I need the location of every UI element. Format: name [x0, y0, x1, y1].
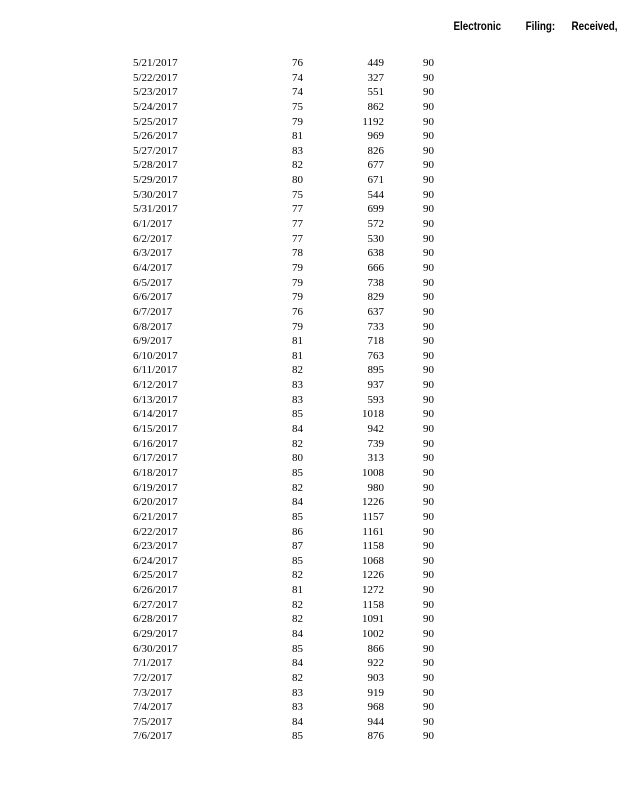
value-b-cell: 718: [367, 335, 384, 348]
table-row: [0, 627, 618, 642]
value-b-cell: 544: [367, 188, 384, 201]
value-a-cell: 79: [292, 291, 303, 304]
value-c-cell: 90: [423, 540, 434, 553]
value-b-cell: 733: [367, 320, 384, 333]
table-row: [0, 115, 618, 130]
table-row: [0, 71, 618, 86]
value-c-cell: 90: [423, 452, 434, 465]
value-a-cell: 74: [292, 86, 303, 99]
table-row: [0, 510, 618, 525]
value-b-cell: 876: [367, 730, 384, 743]
table-row: [0, 173, 618, 188]
value-b-cell: 866: [367, 642, 384, 655]
date-cell: 6/30/2017: [133, 642, 178, 655]
value-a-cell: 82: [292, 364, 303, 377]
value-a-cell: 77: [292, 218, 303, 231]
value-a-cell: 84: [292, 627, 303, 640]
value-b-cell: 1018: [362, 408, 384, 421]
table-row: [0, 334, 618, 349]
date-cell: 6/26/2017: [133, 584, 178, 597]
value-b-cell: 937: [367, 379, 384, 392]
value-b-cell: 739: [367, 437, 384, 450]
table-row: [0, 656, 618, 671]
value-b-cell: 1157: [362, 510, 384, 523]
value-a-cell: 76: [292, 57, 303, 69]
table-row: [0, 276, 618, 291]
value-c-cell: 90: [423, 57, 434, 69]
value-c-cell: 90: [423, 466, 434, 479]
date-cell: 6/22/2017: [133, 525, 178, 538]
table-row: [0, 407, 618, 422]
date-cell: 5/25/2017: [133, 115, 178, 128]
table-row: [0, 363, 618, 378]
value-c-cell: 90: [423, 730, 434, 743]
date-cell: 6/6/2017: [133, 291, 173, 304]
table-row: [0, 451, 618, 466]
value-c-cell: 90: [423, 642, 434, 655]
date-cell: 5/28/2017: [133, 159, 178, 172]
date-cell: 7/1/2017: [133, 657, 173, 670]
date-cell: 6/9/2017: [133, 335, 173, 348]
value-c-cell: 90: [423, 86, 434, 99]
table-row: [0, 56, 618, 71]
table-row: [0, 583, 618, 598]
header-filing: Filing:: [525, 19, 556, 33]
value-c-cell: 90: [423, 554, 434, 567]
date-cell: 6/21/2017: [133, 510, 178, 523]
date-cell: 6/15/2017: [133, 423, 178, 436]
date-cell: 6/1/2017: [133, 218, 173, 231]
table-row: [0, 671, 618, 686]
value-a-cell: 75: [292, 100, 303, 113]
value-b-cell: 572: [367, 218, 384, 231]
date-cell: 6/25/2017: [133, 569, 178, 582]
table-row: [0, 686, 618, 701]
value-c-cell: 90: [423, 100, 434, 113]
value-b-cell: 671: [367, 174, 384, 187]
value-c-cell: 90: [423, 188, 434, 201]
date-cell: 6/13/2017: [133, 393, 178, 406]
value-b-cell: 922: [367, 657, 384, 670]
value-a-cell: 83: [292, 379, 303, 392]
value-a-cell: 83: [292, 686, 303, 699]
value-c-cell: 90: [423, 715, 434, 728]
date-cell: 6/20/2017: [133, 496, 178, 509]
date-cell: 5/24/2017: [133, 100, 178, 113]
table-row: [0, 568, 618, 583]
value-a-cell: 85: [292, 642, 303, 655]
table-row: [0, 598, 618, 613]
table-row: [0, 129, 618, 144]
page-header: [0, 19, 618, 37]
value-b-cell: 903: [367, 671, 384, 684]
table-row: [0, 525, 618, 540]
value-a-cell: 77: [292, 203, 303, 216]
value-a-cell: 85: [292, 554, 303, 567]
table-row: [0, 612, 618, 627]
value-b-cell: 1192: [362, 115, 384, 128]
value-a-cell: 84: [292, 657, 303, 670]
value-c-cell: 90: [423, 379, 434, 392]
date-cell: 5/22/2017: [133, 71, 178, 84]
value-c-cell: 90: [423, 159, 434, 172]
date-cell: 6/18/2017: [133, 466, 178, 479]
date-cell: 5/21/2017: [133, 57, 178, 69]
table-row: [0, 290, 618, 305]
value-b-cell: 1226: [362, 496, 384, 509]
value-c-cell: 90: [423, 305, 434, 318]
value-a-cell: 74: [292, 71, 303, 84]
date-cell: 5/23/2017: [133, 86, 178, 99]
value-b-cell: 1008: [362, 466, 384, 479]
value-a-cell: 76: [292, 305, 303, 318]
value-a-cell: 82: [292, 671, 303, 684]
value-c-cell: 90: [423, 437, 434, 450]
value-a-cell: 75: [292, 188, 303, 201]
date-cell: 7/6/2017: [133, 730, 173, 743]
value-a-cell: 83: [292, 144, 303, 157]
date-cell: 6/17/2017: [133, 452, 178, 465]
table-row: [0, 642, 618, 657]
value-b-cell: 980: [367, 481, 384, 494]
value-b-cell: 829: [367, 291, 384, 304]
value-b-cell: 895: [367, 364, 384, 377]
value-b-cell: 1091: [362, 613, 384, 626]
date-cell: 6/11/2017: [133, 364, 178, 377]
value-a-cell: 85: [292, 510, 303, 523]
date-cell: 5/29/2017: [133, 174, 178, 187]
value-b-cell: 666: [367, 261, 384, 274]
value-c-cell: 90: [423, 525, 434, 538]
date-cell: 6/14/2017: [133, 408, 178, 421]
value-a-cell: 79: [292, 320, 303, 333]
date-cell: 6/10/2017: [133, 349, 178, 362]
value-b-cell: 1226: [362, 569, 384, 582]
table-row: [0, 144, 618, 159]
date-cell: 6/7/2017: [133, 305, 173, 318]
table-row: [0, 202, 618, 217]
value-c-cell: 90: [423, 686, 434, 699]
value-c-cell: 90: [423, 174, 434, 187]
value-b-cell: 944: [367, 715, 384, 728]
value-c-cell: 90: [423, 598, 434, 611]
value-b-cell: 1158: [362, 598, 384, 611]
value-c-cell: 90: [423, 320, 434, 333]
table-row: [0, 320, 618, 335]
date-cell: 7/4/2017: [133, 701, 173, 714]
value-b-cell: 862: [367, 100, 384, 113]
value-a-cell: 79: [292, 261, 303, 274]
value-b-cell: 637: [367, 305, 384, 318]
value-b-cell: 1068: [362, 554, 384, 567]
value-a-cell: 86: [292, 525, 303, 538]
value-c-cell: 90: [423, 613, 434, 626]
date-cell: 7/5/2017: [133, 715, 173, 728]
header-received: Received,: [571, 19, 618, 33]
value-a-cell: 79: [292, 276, 303, 289]
value-c-cell: 90: [423, 349, 434, 362]
value-c-cell: 90: [423, 481, 434, 494]
value-a-cell: 83: [292, 393, 303, 406]
value-a-cell: 83: [292, 701, 303, 714]
table-row: [0, 246, 618, 261]
value-c-cell: 90: [423, 232, 434, 245]
table-row: [0, 100, 618, 115]
date-cell: 6/16/2017: [133, 437, 178, 450]
header-electronic: Electronic: [453, 19, 502, 33]
date-cell: 6/12/2017: [133, 379, 178, 392]
table-row: [0, 349, 618, 364]
value-c-cell: 90: [423, 701, 434, 714]
table-row: [0, 495, 618, 510]
date-cell: 5/31/2017: [133, 203, 178, 216]
value-c-cell: 90: [423, 291, 434, 304]
value-b-cell: 968: [367, 701, 384, 714]
value-b-cell: 449: [367, 57, 384, 69]
value-b-cell: 1272: [362, 584, 384, 597]
table-row: [0, 305, 618, 320]
date-cell: 6/19/2017: [133, 481, 178, 494]
value-a-cell: 79: [292, 115, 303, 128]
value-a-cell: 84: [292, 496, 303, 509]
value-a-cell: 82: [292, 481, 303, 494]
value-a-cell: 82: [292, 569, 303, 582]
date-cell: 5/30/2017: [133, 188, 178, 201]
value-b-cell: 677: [367, 159, 384, 172]
table-row: [0, 554, 618, 569]
value-b-cell: 638: [367, 247, 384, 260]
table-row: [0, 378, 618, 393]
value-a-cell: 85: [292, 466, 303, 479]
value-c-cell: 90: [423, 671, 434, 684]
value-a-cell: 81: [292, 349, 303, 362]
value-b-cell: 593: [367, 393, 384, 406]
value-c-cell: 90: [423, 218, 434, 231]
value-a-cell: 87: [292, 540, 303, 553]
value-c-cell: 90: [423, 276, 434, 289]
value-a-cell: 81: [292, 584, 303, 597]
value-a-cell: 84: [292, 423, 303, 436]
value-c-cell: 90: [423, 393, 434, 406]
value-c-cell: 90: [423, 569, 434, 582]
value-c-cell: 90: [423, 71, 434, 84]
date-cell: 7/3/2017: [133, 686, 173, 699]
table-row: [0, 261, 618, 276]
table-row: [0, 85, 618, 100]
value-b-cell: 530: [367, 232, 384, 245]
value-a-cell: 85: [292, 408, 303, 421]
value-b-cell: 969: [367, 130, 384, 143]
table-row: [0, 466, 618, 481]
value-b-cell: 1161: [362, 525, 384, 538]
value-b-cell: 1002: [362, 627, 384, 640]
value-b-cell: 1158: [362, 540, 384, 553]
value-c-cell: 90: [423, 657, 434, 670]
date-cell: 6/23/2017: [133, 540, 178, 553]
table-row: [0, 437, 618, 452]
date-cell: 6/8/2017: [133, 320, 173, 333]
value-a-cell: 82: [292, 437, 303, 450]
table-row: [0, 217, 618, 232]
value-c-cell: 90: [423, 510, 434, 523]
value-b-cell: 919: [367, 686, 384, 699]
date-cell: 6/2/2017: [133, 232, 173, 245]
value-b-cell: 763: [367, 349, 384, 362]
value-c-cell: 90: [423, 261, 434, 274]
value-b-cell: 826: [367, 144, 384, 157]
table-row: [0, 158, 618, 173]
date-cell: 6/29/2017: [133, 627, 178, 640]
table-row: [0, 232, 618, 247]
value-c-cell: 90: [423, 115, 434, 128]
value-c-cell: 90: [423, 247, 434, 260]
date-cell: 6/28/2017: [133, 613, 178, 626]
value-c-cell: 90: [423, 335, 434, 348]
value-c-cell: 90: [423, 144, 434, 157]
date-cell: 5/27/2017: [133, 144, 178, 157]
value-a-cell: 81: [292, 130, 303, 143]
table-row: [0, 393, 618, 408]
value-b-cell: 942: [367, 423, 384, 436]
date-cell: 6/24/2017: [133, 554, 178, 567]
value-c-cell: 90: [423, 423, 434, 436]
value-c-cell: 90: [423, 408, 434, 421]
table-row: [0, 729, 618, 744]
value-c-cell: 90: [423, 203, 434, 216]
date-cell: 6/3/2017: [133, 247, 173, 260]
table-row: [0, 700, 618, 715]
value-a-cell: 82: [292, 159, 303, 172]
table-row: [0, 539, 618, 554]
date-cell: 7/2/2017: [133, 671, 173, 684]
value-b-cell: 738: [367, 276, 384, 289]
value-c-cell: 90: [423, 496, 434, 509]
value-c-cell: 90: [423, 130, 434, 143]
value-a-cell: 81: [292, 335, 303, 348]
value-a-cell: 80: [292, 452, 303, 465]
value-c-cell: 90: [423, 584, 434, 597]
value-b-cell: 327: [367, 71, 384, 84]
value-a-cell: 82: [292, 613, 303, 626]
value-c-cell: 90: [423, 627, 434, 640]
date-cell: 5/26/2017: [133, 130, 178, 143]
date-cell: 6/4/2017: [133, 261, 173, 274]
data-table: [0, 56, 618, 744]
value-a-cell: 80: [292, 174, 303, 187]
table-row: [0, 481, 618, 496]
value-a-cell: 82: [292, 598, 303, 611]
date-cell: 6/5/2017: [133, 276, 173, 289]
table-row: [0, 715, 618, 730]
value-b-cell: 313: [367, 452, 384, 465]
value-a-cell: 84: [292, 715, 303, 728]
value-a-cell: 77: [292, 232, 303, 245]
table-row: [0, 188, 618, 203]
value-b-cell: 699: [367, 203, 384, 216]
value-a-cell: 78: [292, 247, 303, 260]
date-cell: 6/27/2017: [133, 598, 178, 611]
value-c-cell: 90: [423, 364, 434, 377]
value-a-cell: 85: [292, 730, 303, 743]
value-b-cell: 551: [367, 86, 384, 99]
table-row: [0, 422, 618, 437]
